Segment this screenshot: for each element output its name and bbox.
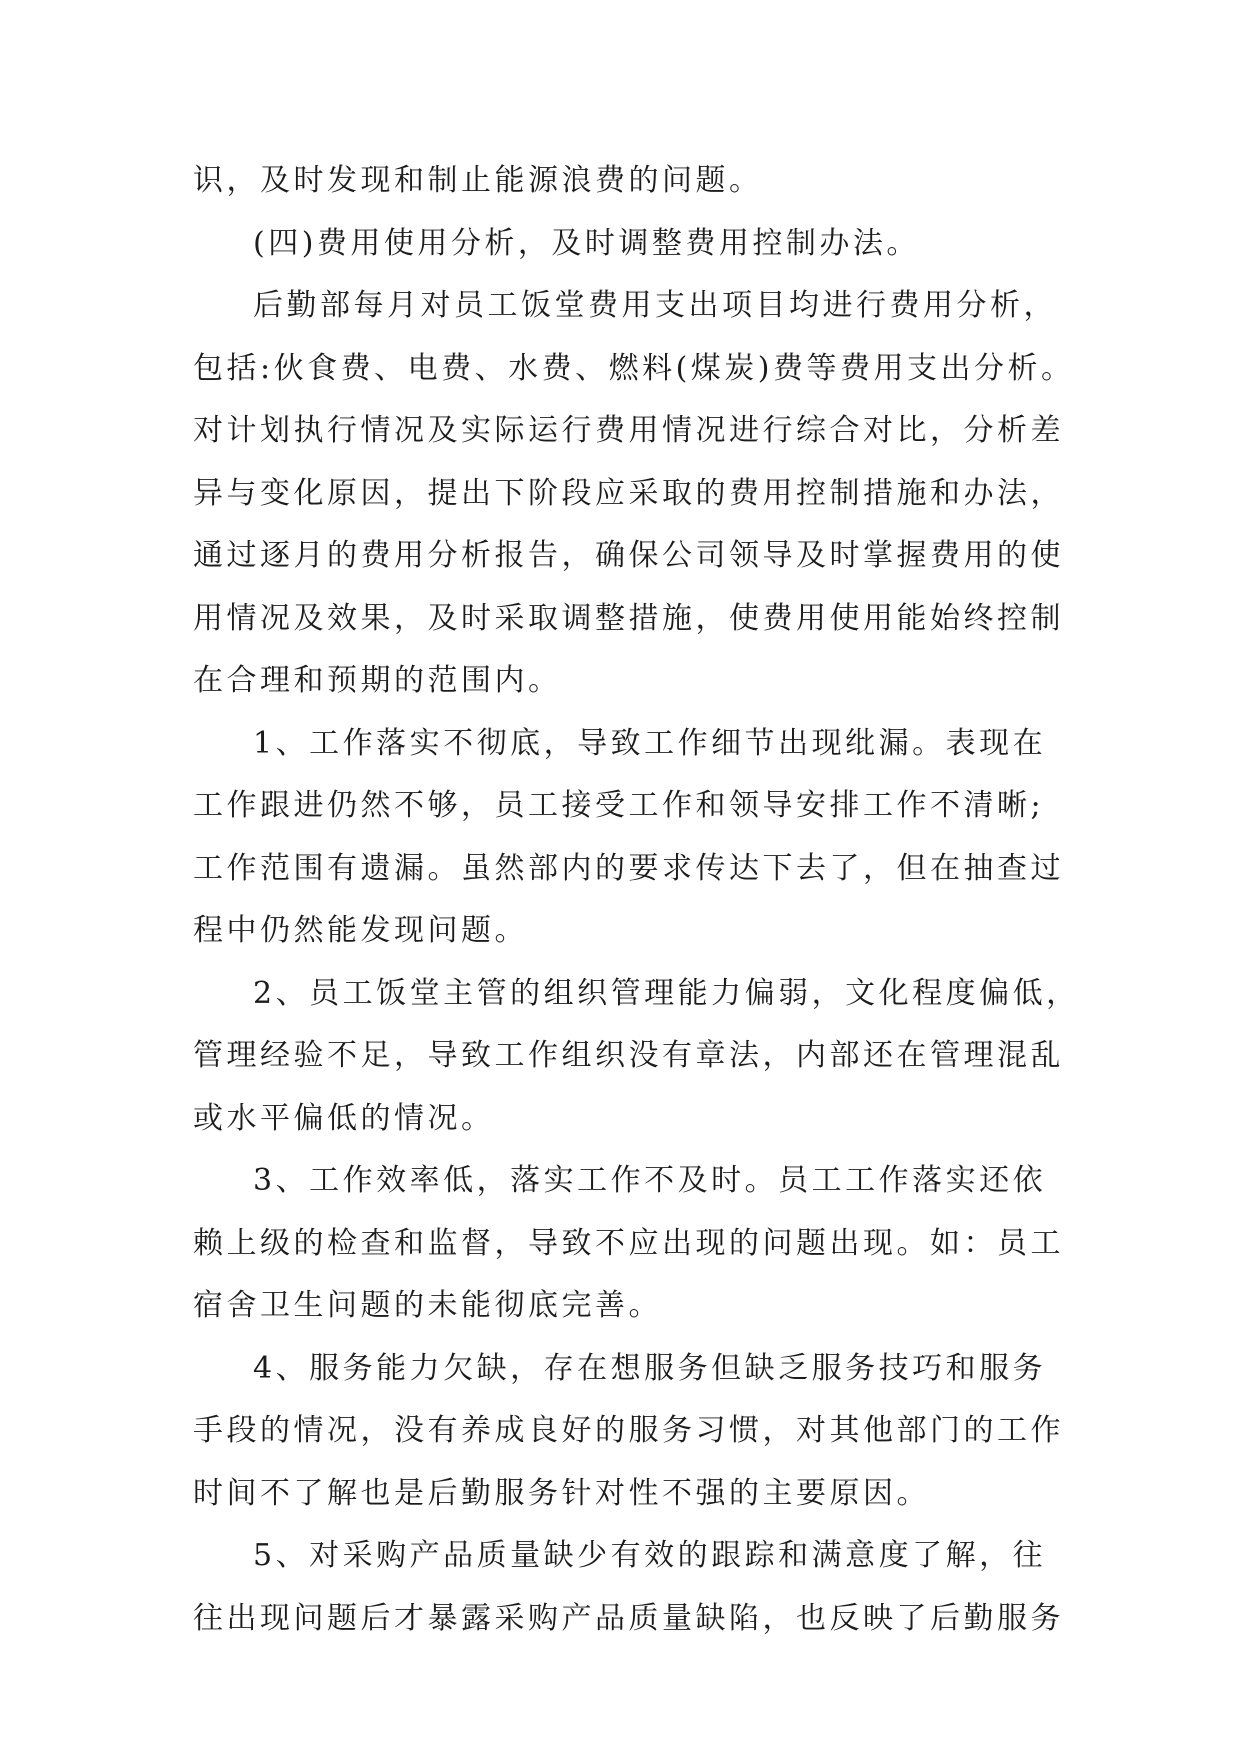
list-item-2: 2、员工饭堂主管的组织管理能力偏弱，文化程度偏低， (253, 975, 1080, 1011)
text-line: 后勤部每月对员工饭堂费用支出项目均进行费用分析， (253, 288, 1057, 323)
document-body (193, 150, 1080, 1650)
text-line: 往出现问题后才暴露采购产品质量缺陷，也反映了后勤服务 (193, 1600, 1064, 1636)
list-item-1: 1、工作落实不彻底，导致工作细节出现纰漏。表现在 (253, 725, 1047, 761)
list-item-4: 4、服务能力欠缺，存在想服务但缺乏服务技巧和服务 (253, 1350, 1047, 1386)
text-line: 或水平偏低的情况。 (193, 1100, 495, 1136)
text-line: 在合理和预期的范围内。 (193, 663, 562, 698)
text-line: 通过逐月的费用分析报告，确保公司领导及时掌握费用的使 (193, 538, 1064, 573)
text-line: 异与变化原因，提出下阶段应采取的费用控制措施和办法， (193, 475, 1064, 511)
text-line: 程中仍然能发现问题。 (193, 913, 528, 948)
text-line: 管理经验不足，导致工作组织没有章法，内部还在管理混乱 (193, 1038, 1064, 1073)
text-line: 宿舍卫生问题的未能彻底完善。 (193, 1288, 662, 1323)
text-line: 对计划执行情况及实际运行费用情况进行综合对比，分析差 (193, 413, 1064, 448)
text-line: 识，及时发现和制止能源浪费的问题。 (193, 163, 763, 198)
text-line: 赖上级的检查和监督，导致不应出现的问题出现。如：员工 (193, 1225, 1064, 1261)
text-line: 时间不了解也是后勤服务针对性不强的主要原因。 (193, 1475, 930, 1511)
text-line: 包括:伙食费、电费、水费、燃料(煤炭)费等费用支出分析。 (193, 350, 1075, 386)
text-line: 工作范围有遗漏。虽然部内的要求传达下去了，但在抽查过 (193, 850, 1064, 886)
list-item-5: 5、对采购产品质量缺少有效的跟踪和满意度了解，往 (253, 1538, 1047, 1573)
list-item-3: 3、工作效率低，落实工作不及时。员工工作落实还依 (253, 1163, 1047, 1198)
text-line: 用情况及效果，及时采取调整措施，使费用使用能始终控制 (193, 600, 1064, 636)
text-line: 工作跟进仍然不够，员工接受工作和领导安排工作不清晰; (193, 788, 1045, 823)
text-line: 手段的情况，没有养成良好的服务习惯，对其他部门的工作 (193, 1413, 1064, 1448)
section-heading: (四)费用使用分析，及时调整费用控制办法。 (253, 225, 920, 261)
